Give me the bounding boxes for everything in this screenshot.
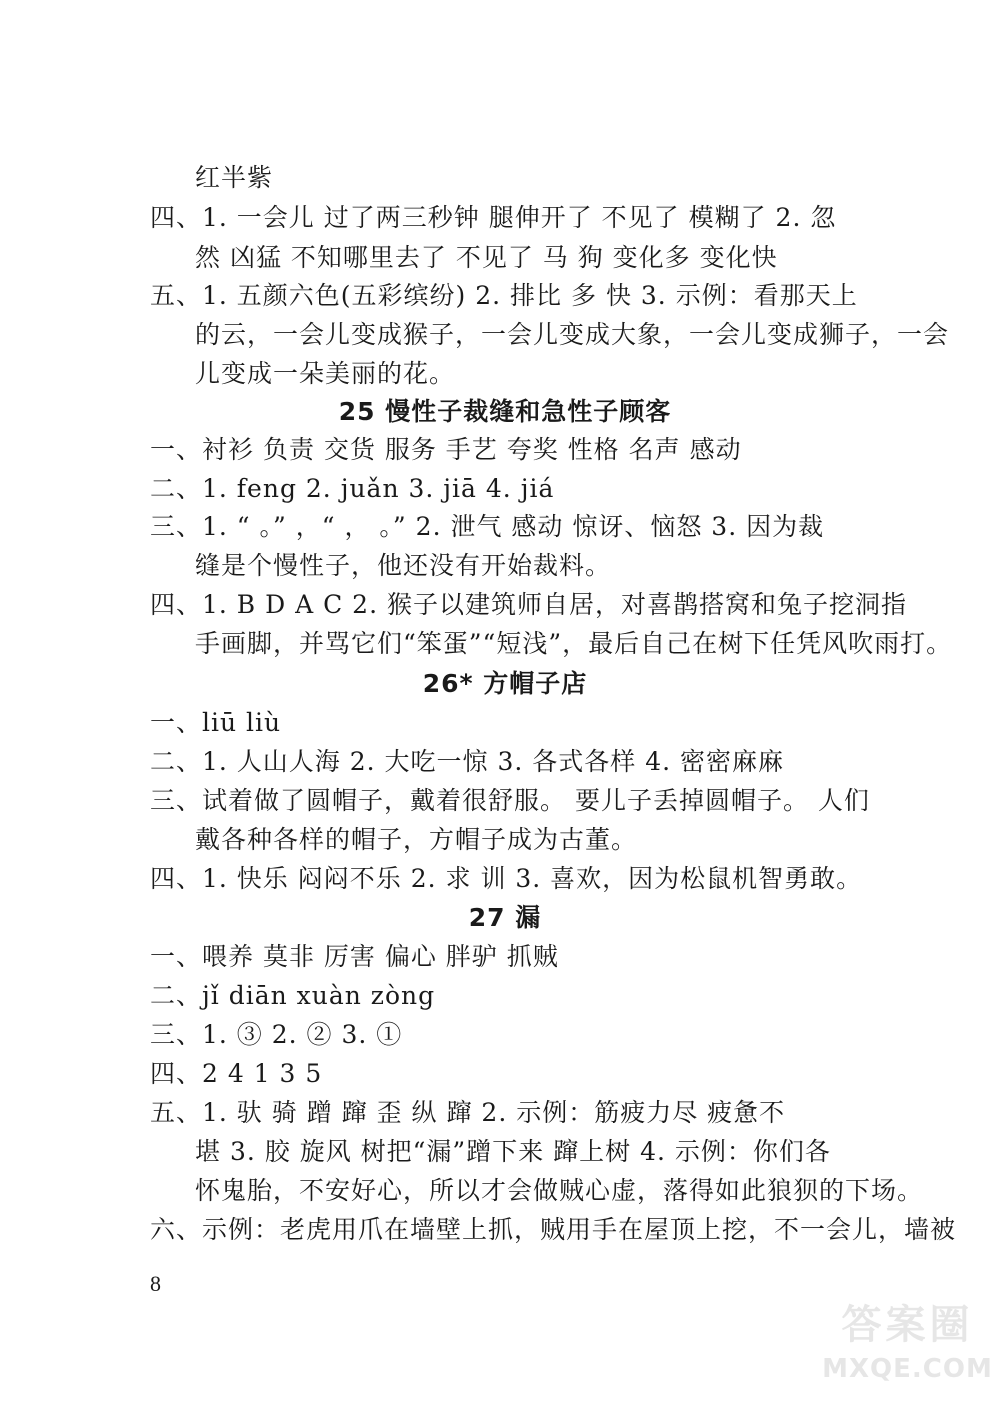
answer-line: 五、1. 五颜六色(五彩缤纷) 2. 排比 多 快 3. 示例：看那天上 (150, 281, 858, 310)
answer-line: 三、1. “ 。” ，“ ， 。” 2. 泄气 感动 惊讶、恼怒 3. 因为裁 (150, 512, 825, 541)
section-heading: 25 慢性子裁缝和急性子顾客 (338, 397, 672, 426)
watermark-text: 答案圈 (841, 1302, 974, 1348)
answer-line: 四、1. 一会儿 过了两三秒钟 腿伸开了 不见了 模糊了 2. 忽 (150, 203, 837, 232)
answer-line: 一、liū liù (150, 708, 282, 737)
answer-line: 四、1. 快乐 闷闷不乐 2. 求 训 3. 喜欢，因为松鼠机智勇敢。 (150, 864, 863, 893)
answer-line: 三、1. ③ 2. ② 3. ① (150, 1020, 403, 1049)
answer-line: 红半紫 (195, 163, 274, 192)
answer-line: 二、1. 人山人海 2. 大吃一惊 3. 各式各样 4. 密密麻麻 (150, 747, 785, 776)
answer-line: 怀鬼胎，不安好心，所以才会做贼心虚，落得如此狼狈的下场。 (195, 1176, 924, 1205)
answer-line: 六、示例：老虎用爪在墙壁上抓，贼用手在屋顶上挖，不一会儿，墙被 (150, 1215, 957, 1244)
answer-line: 二、jǐ diān xuàn zòng (150, 981, 436, 1010)
answer-line: 缝是个慢性子，他还没有开始裁料。 (195, 551, 612, 580)
answer-line: 二、1. feng 2. juǎn 3. jiā 4. jiá (150, 474, 555, 503)
answer-line: 四、2 4 1 3 5 (150, 1059, 323, 1088)
answer-line: 四、1. B D A C 2. 猴子以建筑师自居，对喜鹊搭窝和兔子挖洞指 (150, 590, 907, 619)
answer-line: 五、1. 驮 骑 蹭 蹿 歪 纵 蹿 2. 示例：筋疲力尽 疲惫不 (150, 1098, 786, 1127)
answer-line: 然 凶猛 不知哪里去了 不见了 马 狗 变化多 变化快 (195, 243, 778, 272)
answer-line: 堪 3. 胶 旋风 树把“漏”蹭下来 蹿上树 4. 示例：你们各 (195, 1137, 831, 1166)
answer-line: 戴各种各样的帽子，方帽子成为古董。 (195, 825, 638, 854)
section-heading: 26* 方帽子店 (422, 669, 588, 698)
answer-line: 手画脚，并骂它们“笨蛋”“短浅”，最后自己在树下任凭风吹雨打。 (195, 629, 953, 658)
answer-line: 的云，一会儿变成猴子，一会儿变成大象，一会儿变成狮子，一会 (195, 320, 950, 349)
answer-line: 儿变成一朵美丽的花。 (195, 359, 456, 388)
page-number: 8 (150, 1271, 161, 1296)
section-heading: 27 漏 (468, 903, 542, 932)
watermark-logo (820, 1300, 995, 1395)
answer-line: 一、喂养 莫非 厉害 偏心 胖驴 抓贼 (150, 942, 559, 971)
watermark-url: MXQE.COM (822, 1354, 993, 1384)
answer-line: 一、衬衫 负责 交货 服务 手艺 夸奖 性格 名声 感动 (150, 435, 742, 464)
answer-line: 三、试着做了圆帽子，戴着很舒服。 要儿子丢掉圆帽子。 人们 (150, 786, 870, 815)
